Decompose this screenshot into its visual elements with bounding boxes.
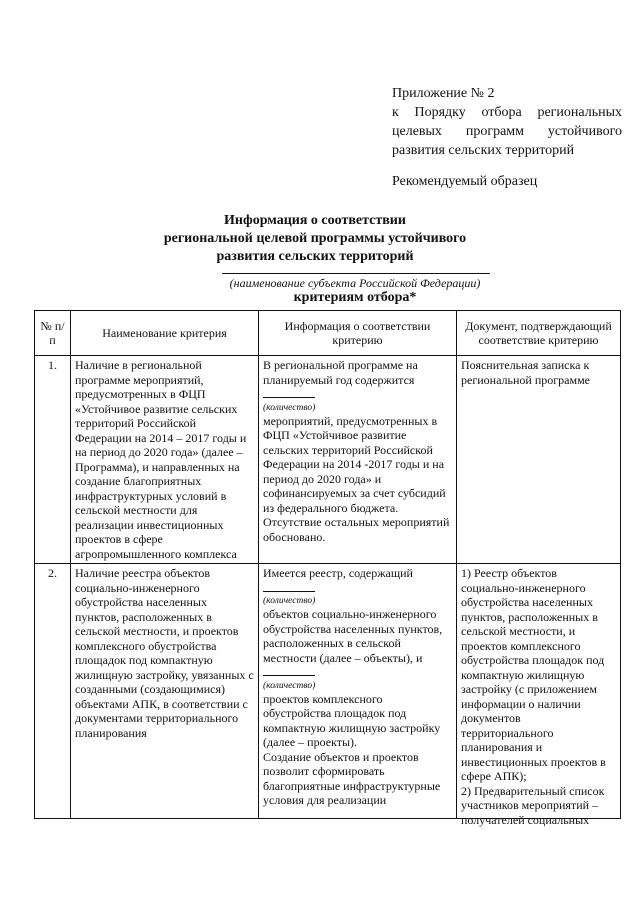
table-header-row	[35, 311, 621, 356]
document-text: 2) Предварительный список участников мероприятий – получателей социальных	[461, 783, 605, 827]
subject-caption: (наименование субъекта Российской Федерации)	[229, 276, 481, 290]
document-cell	[457, 564, 621, 827]
subject-blank-line	[222, 273, 490, 274]
quantity-caption: (количество)	[263, 596, 316, 606]
info-text: проектов комплексного обустройства площадок под компактную жилищную застройку (далее – проекты).	[263, 691, 441, 749]
annex-line-3: целевых программ устойчивого	[392, 124, 622, 139]
annex-line-2: к Порядку отбора региональных	[392, 105, 622, 120]
annex-block	[392, 84, 622, 160]
quantity-caption: (количество)	[263, 680, 316, 691]
sample-label: Рекомендуемый образец	[392, 174, 538, 189]
document-title	[140, 212, 490, 266]
info-text: Создание объектов и проектов позволит сформировать благоприятные инфраструктурные условия для реализации	[263, 749, 441, 807]
annex-number: Приложение № 2	[392, 86, 495, 101]
title-line-3: развития сельских территорий	[216, 249, 414, 264]
info-cell	[259, 564, 457, 819]
criterion-text: Наличие реестра объектов социально-инженерного обустройства населенных пунктов, расположенных в сельской местности, и проектов комплексного обустройства площадок под компактную жилищную застройку, увязанных с созданными (создающимися) объектами АПК, в соответствии с документами территориального планирования	[75, 566, 254, 740]
document-cell: Пояснительная записка к региональной программе	[457, 356, 621, 564]
criterion-cell: Наличие в региональной программе мероприятий, предусмотренных в ФЦП «Устойчивое развитие сельских территорий Российской Федерации на 2014 – 2017 годы и на период до 2020 года» (далее – Программа), и направленных на создание благоприятных инфраструктурных условий в сельской местности для реализации инвестиционных проектов в сфере агропромышленного комплекса	[71, 356, 259, 564]
document-clip	[461, 566, 616, 827]
info-text: Имеется реестр, содержащий	[263, 566, 413, 580]
header-document: Документ, подтверждающий соответствие критерию	[457, 311, 621, 356]
header-info: Информация о соответствии критерию	[259, 311, 457, 356]
info-text: Отсутствие остальных мероприятий обосновано.	[263, 515, 450, 544]
row-number: 2.	[35, 564, 71, 819]
table-row	[35, 564, 621, 819]
info-text: мероприятий, предусмотренных в ФЦП «Устойчивое развитие сельских территорий Российской Федерации на 2014 -2017 годы и на период до 2020 года» и софинансируемых за счет субсидий из федерального бюджета.	[263, 413, 446, 515]
header-num: № п/п	[35, 311, 71, 356]
document-text: 1) Реестр объектов социально-инженерного обустройства населенных пунктов, расположенных в сельской местности, и проектов комплексного обустройства площадок под компактную жилищную застройку (с приложением информации о наличии документов территориального планирования и инвестиционных проектов в сфере АПК);	[461, 566, 606, 783]
info-clip	[263, 566, 452, 816]
info-cell	[259, 356, 457, 564]
criteria-heading: критериям отбора*	[293, 290, 417, 305]
title-line-2: региональной целевой программы устойчивого	[163, 231, 467, 246]
row-number: 1.	[35, 356, 71, 564]
title-line-1: Информация о соответствии	[224, 213, 406, 228]
criteria-table	[34, 310, 621, 827]
info-text: объектов социально-инженерного обустройства населенных пунктов, расположенных в сельской местности (далее – объекты), и	[263, 607, 443, 665]
table-row	[35, 356, 621, 564]
quantity-blank	[263, 388, 315, 398]
annex-line-4: развития сельских территорий	[392, 143, 575, 158]
criterion-cell	[71, 564, 259, 819]
header-criterion: Наименование критерия	[71, 311, 259, 356]
quantity-blank	[263, 666, 315, 676]
quantity-blank	[263, 582, 315, 592]
info-text: В региональной программе на планируемый год содержится	[263, 358, 418, 387]
quantity-caption: (количество)	[263, 402, 316, 413]
